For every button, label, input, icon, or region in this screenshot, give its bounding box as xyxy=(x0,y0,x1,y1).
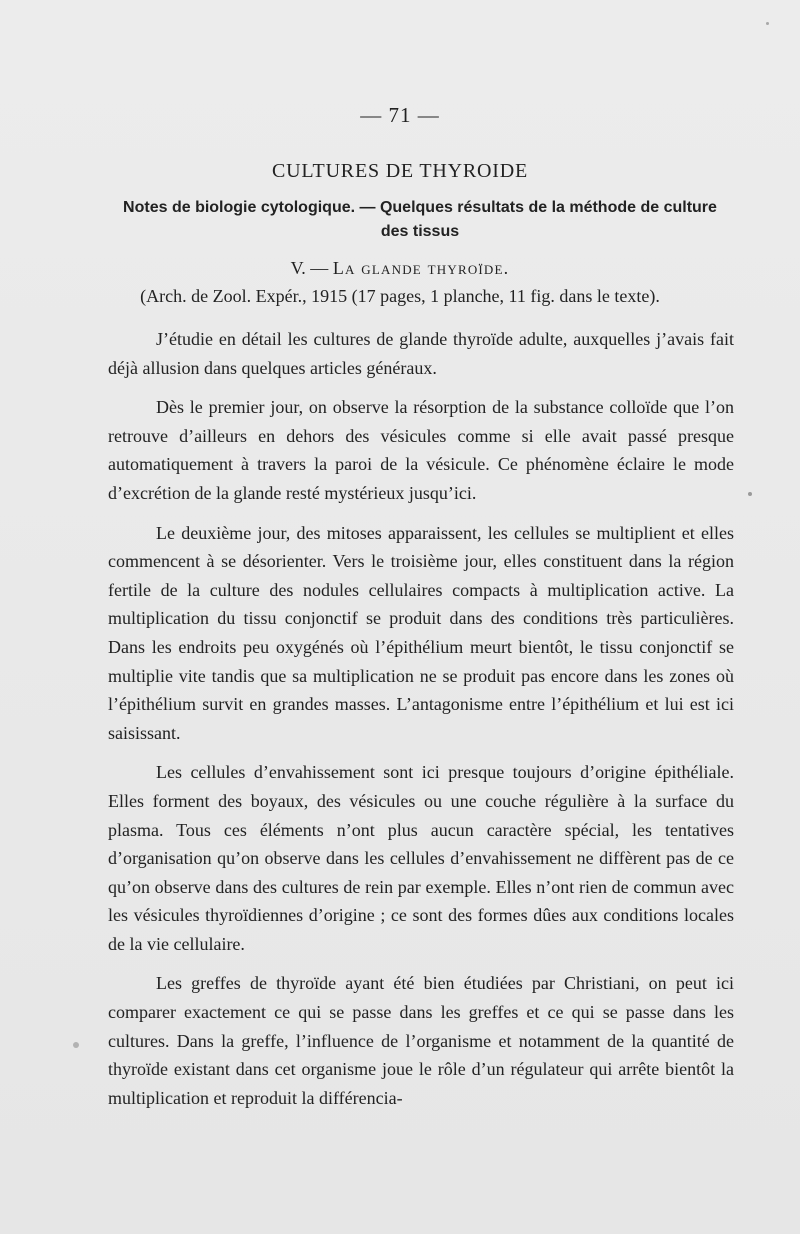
chapter-numeral: V. — xyxy=(290,258,333,278)
chapter-name: La glande thyroïde. xyxy=(332,258,510,278)
paragraph: Les greffes de thyroïde ayant été bien étudiées par Christiani, on peut ici comparer exactement ce qui se passe dans les greffes et ce qui se passe dans les cultures. Dans la greffe, l’influence de l’organisme et notamment de la quantité de thyroïde existant dans cet organisme joue le rôle d’un régulateur qui arrête bientôt la multiplication et reproduit la différencia- xyxy=(108,973,734,1108)
paragraph: Les cellules d’envahissement sont ici presque toujours d’origine épithéliale. Elles forment des boyaux, des vésicules ou une couche régulière à la surface du plasma. Tous ces éléments n’ont plus aucun caractère spécial, les tentatives d’organisation qu’on observe dans les cellules d’envahissement ne diffèrent pas de ce qu’on observe dans des cultures de rein par exemple. Elles n’ont rien de commun avec les vésicules thyroïdiennes d’origine ; ce sont des formes dûes aux conditions locales de la vie cellulaire. xyxy=(108,762,734,954)
page-number: — 71 — xyxy=(360,103,440,127)
paper-speck xyxy=(748,492,752,496)
citation: (Arch. de Zool. Expér., 1915 (17 pages, 1 planche, 11 fig. dans le texte). xyxy=(140,286,660,306)
body-text xyxy=(108,325,734,1123)
paragraph: Dès le premier jour, on observe la résorption de la substance colloïde que l’on retrouve d’ailleurs en dehors des vésicules comme si elle avait passé presque automatiquement à travers la paroi de la vésicule. Ce phénomène éclaire le mode d’excrétion de la glande resté mystérieux jusqu’ici. xyxy=(108,397,734,503)
paper-speck xyxy=(73,1042,79,1048)
chapter-title xyxy=(0,258,800,279)
notes-title: Notes de biologie cytologique. — Quelques résultats de la méthode de culture des tissus xyxy=(123,199,717,240)
paragraph: J’étudie en détail les cultures de glande thyroïde adulte, auxquelles j’avais fait déjà allusion dans quelques articles généraux. xyxy=(108,329,734,378)
paragraph: Le deuxième jour, des mitoses apparaissent, les cellules se multiplient et elles commencent à se désorienter. Vers le troisième jour, elles constituent dans la région fertile de la culture des nodules cellulaires compacts à multiplication active. La multiplication du tissu conjonctif se produit dans des conditions très particulières. Dans les endroits peu oxygénés où l’épithélium meurt bientôt, le tissu conjonctif se multiplie vite tandis que sa multiplication ne se produit pas encore dans les zones où l’épithélium survit en grandes masses. L’antagonisme entre l’épithélium et lui est ici saisissant. xyxy=(108,522,734,743)
paper-speck xyxy=(766,22,769,25)
section-title: CULTURES DE THYROIDE xyxy=(271,160,528,182)
